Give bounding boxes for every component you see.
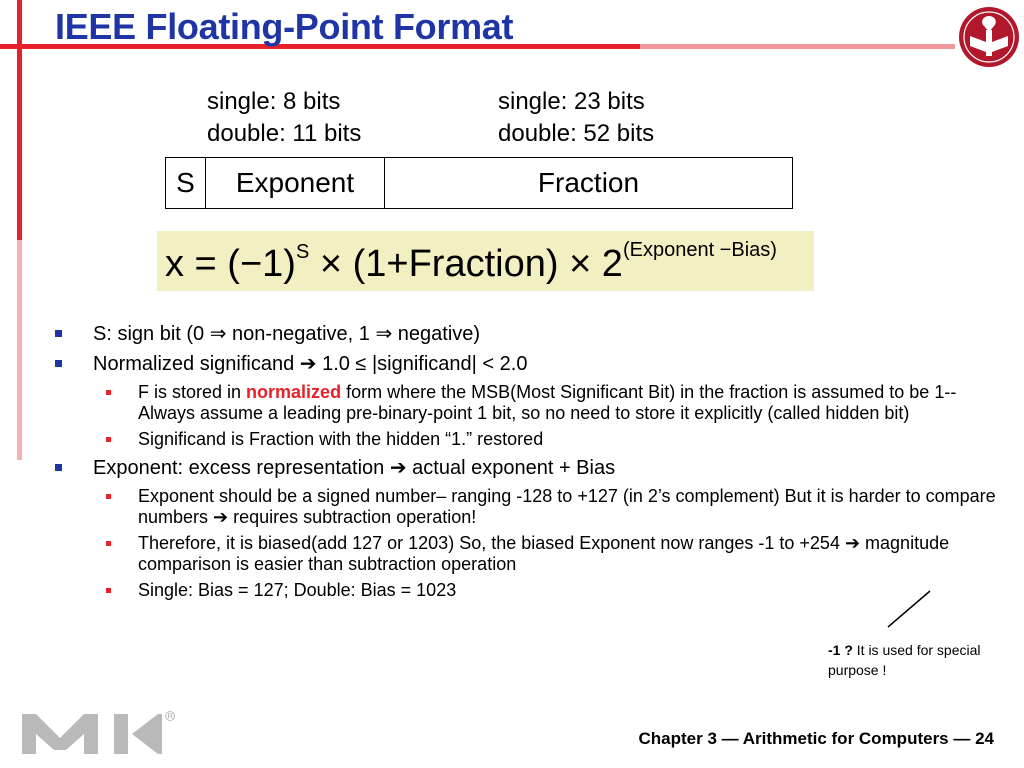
mk-logo — [22, 710, 182, 756]
formula — [165, 239, 777, 286]
highlight-normalized: normalized — [246, 382, 342, 402]
sign-field: S — [166, 158, 206, 208]
sub-bullet-bias-values: Single: Bias = 127; Double: Bias = 1023 — [138, 580, 998, 601]
sub-bullet-post: form where the MSB(Most Significant Bit) in the fraction is assumed to be 1--Always assume a leading pre-binary-point 1 bit, so no need to store it explicitly (called hidden bit) — [138, 382, 957, 423]
sub-bullet-signed-exponent: Exponent should be a signed number– ranging -128 to +127 (in 2’s complement) But it is harder to compare numbers ➔ requires subtraction operation! — [138, 486, 998, 528]
slide-footer: Chapter 3 — Arithmetic for Computers — 24 — [638, 729, 994, 748]
bullet-sign-bit: S: sign bit (0 ⇒ non-negative, 1 ⇒ negative) — [93, 321, 1024, 347]
exponent-field: Exponent — [206, 158, 385, 208]
sub-bullet-significand: Significand is Fraction with the hidden “1.” restored — [138, 429, 998, 450]
university-logo — [958, 6, 1020, 68]
note-bold: -1 ? — [828, 642, 853, 658]
fraction-bits-single: single: 23 bits — [498, 88, 645, 115]
sub-bullet-pre: F is stored in — [138, 382, 247, 402]
exponent-bits-labels — [207, 86, 361, 150]
sub-bullet-stored-normalized — [138, 382, 998, 424]
exponent-bits-double: double: 11 bits — [207, 120, 362, 147]
slide-title: IEEE Floating-Point Format — [55, 6, 514, 47]
fraction-field: Fraction — [537, 167, 640, 198]
formula-lhs: x = (−1) — [165, 243, 296, 285]
fraction-bits-labels — [498, 86, 654, 150]
formula-exp-sup: (Exponent −Bias) — [622, 239, 777, 261]
format-diagram — [165, 157, 793, 209]
annotation-note — [828, 640, 1008, 680]
left-vertical-bar — [17, 0, 22, 240]
bullet-normalized: Normalized significand ➔ 1.0 ≤ |significand| < 2.0 — [93, 351, 1024, 377]
fraction-bits-double: double: 52 bits — [498, 120, 655, 147]
title-underline-bar-light — [640, 44, 955, 49]
bullet-list — [0, 318, 1024, 601]
sub-bullet-biased: Therefore, it is biased(add 127 or 1203) So, the biased Exponent now ranges -1 to +254 ➔ magnitude comparison is easier than subtraction operation — [138, 533, 998, 575]
bullet-exponent: Exponent: excess representation ➔ actual exponent + Bias — [93, 455, 1024, 481]
annotation-arrow — [884, 588, 934, 630]
formula-sign-sup: S — [295, 241, 310, 263]
formula-mid: × (1+Fraction) × 2 — [309, 243, 623, 285]
exponent-bits-single: single: 8 bits — [207, 88, 341, 115]
note-text: It is used for special purpose ! — [828, 642, 981, 678]
formula-box — [157, 231, 814, 291]
